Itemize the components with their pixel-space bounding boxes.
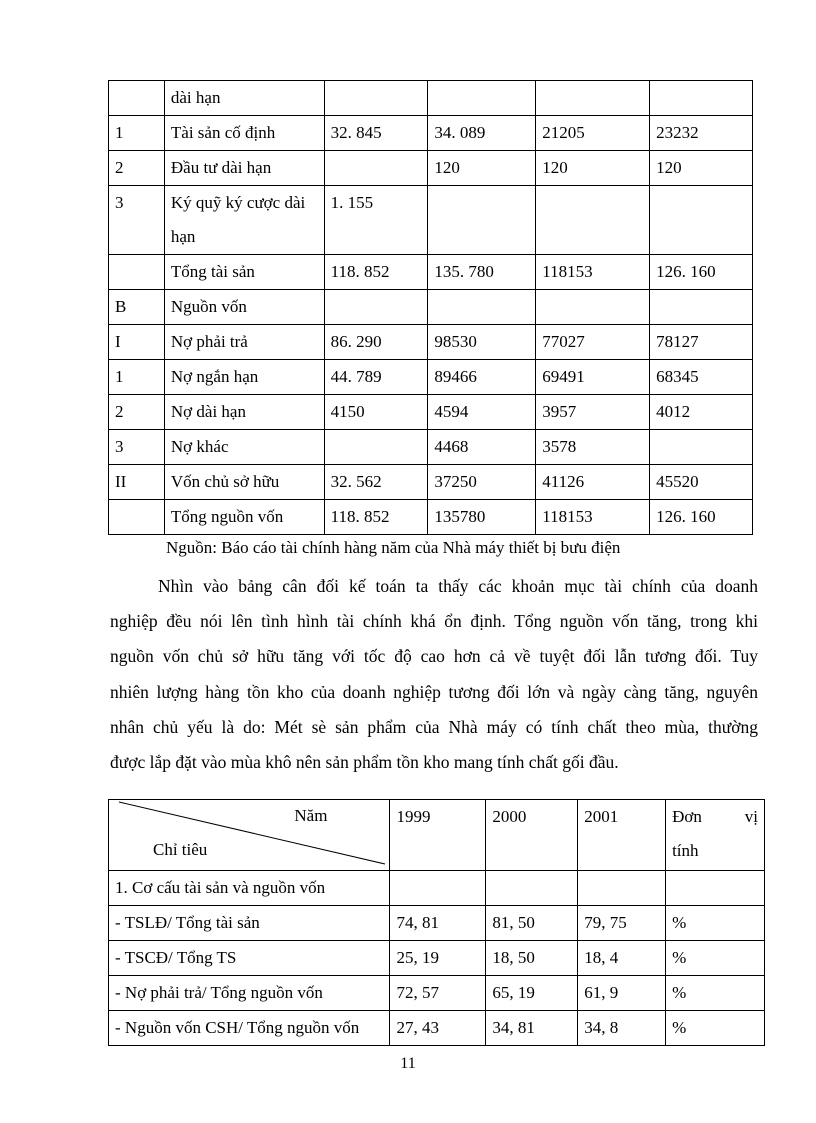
cell-v4 bbox=[650, 430, 753, 465]
cell-v2: 135. 780 bbox=[428, 255, 536, 290]
cell-item: Vốn chủ sở hữu bbox=[164, 465, 324, 500]
cell-no: I bbox=[109, 325, 165, 360]
year-2001-header: 2001 bbox=[578, 800, 666, 871]
cell-no: II bbox=[109, 465, 165, 500]
cell-v4: 126. 160 bbox=[650, 255, 753, 290]
cell-label: - Nợ phải trả/ Tổng nguồn vốn bbox=[109, 976, 390, 1011]
cell-y2: 81, 50 bbox=[486, 906, 578, 941]
cell-no bbox=[109, 81, 165, 116]
paragraph-line: được lắp đặt vào mùa khô nên sản phẩm tồn kho mang tính chất gối đầu. bbox=[110, 752, 619, 773]
table-row bbox=[109, 976, 765, 1011]
cell-v1: 1. 155 bbox=[324, 186, 428, 255]
year-header: Năm bbox=[294, 806, 328, 825]
cell-v3: 3578 bbox=[536, 430, 650, 465]
cell-v2: 89466 bbox=[428, 360, 536, 395]
cell-label: - TSLĐ/ Tổng tài sản bbox=[109, 906, 390, 941]
cell-y3: 18, 4 bbox=[578, 941, 666, 976]
cell-item: Nợ khác bbox=[164, 430, 324, 465]
cell-y3: 79, 75 bbox=[578, 906, 666, 941]
cell-unit: % bbox=[666, 906, 765, 941]
cell-y1: 72, 57 bbox=[390, 976, 486, 1011]
cell-no bbox=[109, 500, 165, 535]
year-1999-header: 1999 bbox=[390, 800, 486, 871]
cell-v4: 120 bbox=[650, 151, 753, 186]
cell-unit: % bbox=[666, 976, 765, 1011]
paragraph-line: nguồn vốn chủ sở hữu tăng với tốc độ cao hơn cả về tuyệt đối lẫn tương đối. Tuy bbox=[110, 646, 758, 667]
cell-no: 3 bbox=[109, 430, 165, 465]
cell-y3: 34, 8 bbox=[578, 1011, 666, 1046]
cell-v1 bbox=[324, 151, 428, 186]
cell-item: Nợ dài hạn bbox=[164, 395, 324, 430]
cell-no: 2 bbox=[109, 395, 165, 430]
cell-y2: 18, 50 bbox=[486, 941, 578, 976]
cell-item: Tài sản cố định bbox=[164, 116, 324, 151]
cell-item: Nguồn vốn bbox=[164, 290, 324, 325]
section-title: 1. Cơ cấu tài sản và nguồn vốn bbox=[109, 871, 390, 906]
cell-v3: 118153 bbox=[536, 255, 650, 290]
table-row bbox=[109, 325, 753, 360]
cell-v3 bbox=[536, 186, 650, 255]
cell-y1: 74, 81 bbox=[390, 906, 486, 941]
cell-v2 bbox=[428, 186, 536, 255]
cell-v4: 78127 bbox=[650, 325, 753, 360]
cell-v4: 23232 bbox=[650, 116, 753, 151]
table-row bbox=[109, 116, 753, 151]
diagonal-header-cell bbox=[109, 800, 390, 871]
analysis-paragraph bbox=[110, 569, 758, 780]
cell-v3: 118153 bbox=[536, 500, 650, 535]
section-row bbox=[109, 871, 765, 906]
cell-v2 bbox=[428, 290, 536, 325]
unit-header bbox=[666, 800, 765, 871]
cell-label: - TSCĐ/ Tổng TS bbox=[109, 941, 390, 976]
cell-v1: 44. 789 bbox=[324, 360, 428, 395]
cell-v3: 120 bbox=[536, 151, 650, 186]
cell-v4: 4012 bbox=[650, 395, 753, 430]
cell-v2 bbox=[428, 81, 536, 116]
table-row bbox=[109, 500, 753, 535]
cell-v2: 4594 bbox=[428, 395, 536, 430]
unit-label-a: Đơn bbox=[672, 807, 702, 826]
cell-v4 bbox=[650, 290, 753, 325]
cell-v2: 4468 bbox=[428, 430, 536, 465]
cell-y2: 34, 81 bbox=[486, 1011, 578, 1046]
cell-v1: 86. 290 bbox=[324, 325, 428, 360]
unit-label-b: vị bbox=[744, 807, 758, 826]
table-row bbox=[109, 430, 753, 465]
cell-v2: 98530 bbox=[428, 325, 536, 360]
cell-v4: 68345 bbox=[650, 360, 753, 395]
cell-v1 bbox=[324, 81, 428, 116]
cell-v1: 118. 852 bbox=[324, 255, 428, 290]
cell-no: 3 bbox=[109, 186, 165, 255]
diagonal-line bbox=[109, 800, 391, 870]
cell-v1 bbox=[324, 290, 428, 325]
unit-label-c: tính bbox=[672, 841, 699, 860]
cell-y1: 27, 43 bbox=[390, 1011, 486, 1046]
cell-v1: 118. 852 bbox=[324, 500, 428, 535]
table-row bbox=[109, 186, 753, 255]
cell-item: Ký quỹ ký cược dài hạn bbox=[164, 186, 324, 255]
cell-item: Nợ ngắn hạn bbox=[164, 360, 324, 395]
cell-v3: 41126 bbox=[536, 465, 650, 500]
cell-v3 bbox=[536, 290, 650, 325]
paragraph-line: nhiên lượng hàng tồn kho của doanh nghiệp tương đối lớn và ngày càng tăng, nguyên bbox=[110, 681, 758, 702]
table-row bbox=[109, 151, 753, 186]
paragraph-line: Nhìn vào bảng cân đối kế toán ta thấy các khoản mục tài chính của doanh bbox=[158, 576, 758, 596]
paragraph-line: nhân chủ yếu là do: Mét sè sản phẩm của Nhà máy có tính chất theo mùa, thường bbox=[110, 716, 758, 737]
cell-no bbox=[109, 255, 165, 290]
cell-no: 2 bbox=[109, 151, 165, 186]
table-row bbox=[109, 906, 765, 941]
page-number: 11 bbox=[400, 1055, 416, 1072]
indicator-header: Chỉ tiêu bbox=[153, 840, 208, 859]
table-row bbox=[109, 360, 753, 395]
cell-item: dài hạn bbox=[164, 81, 324, 116]
cell-no: B bbox=[109, 290, 165, 325]
balance-sheet-table bbox=[108, 80, 753, 535]
cell-unit: % bbox=[666, 941, 765, 976]
table-header-row bbox=[109, 800, 765, 871]
table-row bbox=[109, 941, 765, 976]
cell-item: Tổng nguồn vốn bbox=[164, 500, 324, 535]
cell-y3: 61, 9 bbox=[578, 976, 666, 1011]
cell-v3: 3957 bbox=[536, 395, 650, 430]
cell-v3: 69491 bbox=[536, 360, 650, 395]
paragraph-line: nghiệp đều nói lên tình hình tài chính khá ổn định. Tổng nguồn vốn tăng, trong khi bbox=[110, 611, 758, 632]
table-row bbox=[109, 1011, 765, 1046]
cell-v4: 45520 bbox=[650, 465, 753, 500]
table-row bbox=[109, 290, 753, 325]
cell-v3 bbox=[536, 81, 650, 116]
cell-no: 1 bbox=[109, 360, 165, 395]
table-row bbox=[109, 81, 753, 116]
cell-label: - Nguồn vốn CSH/ Tổng nguồn vốn bbox=[109, 1011, 390, 1046]
cell-v3: 77027 bbox=[536, 325, 650, 360]
cell-v1 bbox=[324, 430, 428, 465]
cell-unit: % bbox=[666, 1011, 765, 1046]
cell-v4 bbox=[650, 186, 753, 255]
cell-item: Tổng tài sản bbox=[164, 255, 324, 290]
cell-no: 1 bbox=[109, 116, 165, 151]
cell-item: Đầu tư dài hạn bbox=[164, 151, 324, 186]
cell-v1: 4150 bbox=[324, 395, 428, 430]
cell-v2: 120 bbox=[428, 151, 536, 186]
year-2000-header: 2000 bbox=[486, 800, 578, 871]
source-note: Nguồn: Báo cáo tài chính hàng năm của Nhà máy thiết bị bưu điện bbox=[166, 538, 621, 557]
table-row bbox=[109, 255, 753, 290]
financial-ratio-table bbox=[108, 799, 765, 1046]
cell-v1: 32. 845 bbox=[324, 116, 428, 151]
table-row bbox=[109, 395, 753, 430]
cell-v2: 135780 bbox=[428, 500, 536, 535]
cell-y1: 25, 19 bbox=[390, 941, 486, 976]
cell-v4: 126. 160 bbox=[650, 500, 753, 535]
cell-v2: 34. 089 bbox=[428, 116, 536, 151]
table-row bbox=[109, 465, 753, 500]
cell-v3: 21205 bbox=[536, 116, 650, 151]
cell-v1: 32. 562 bbox=[324, 465, 428, 500]
cell-v4 bbox=[650, 81, 753, 116]
cell-item: Nợ phải trả bbox=[164, 325, 324, 360]
cell-y2: 65, 19 bbox=[486, 976, 578, 1011]
cell-v2: 37250 bbox=[428, 465, 536, 500]
